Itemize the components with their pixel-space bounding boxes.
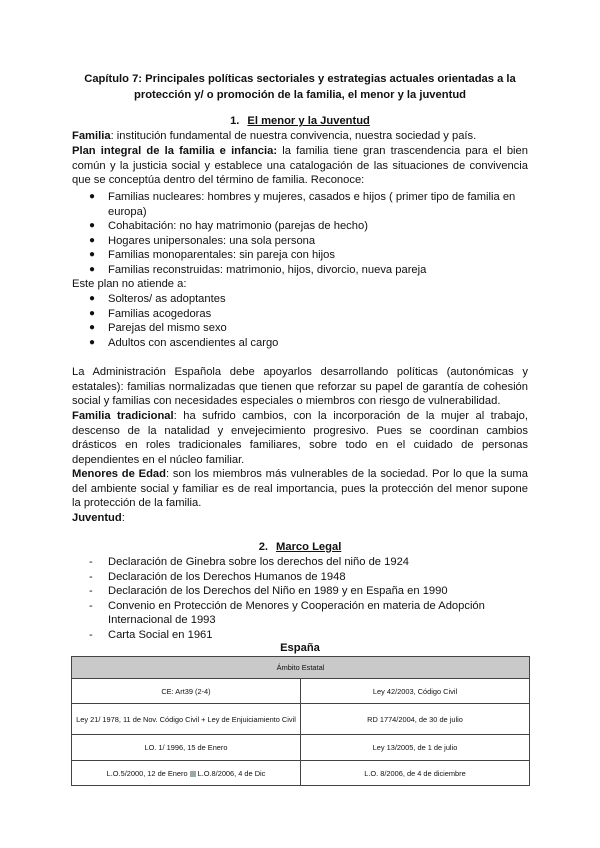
bullet-icon: ● xyxy=(89,191,96,202)
bullet-icon: ● xyxy=(89,234,96,246)
not-attend-intro: Este plan no atiende a: xyxy=(72,278,187,290)
list-item-text: Hogares unipersonales: una sola persona xyxy=(108,234,316,247)
juventud-line xyxy=(72,511,528,526)
section2-number: 2. xyxy=(258,541,269,553)
menores-text: : son los miembros más vulnerables de la sociedad. Por lo que la suma del ambiente social y familiar es de real importancia, pues la protección del menor supone la protección de la familia. xyxy=(72,468,528,510)
chapter-title-line1: Capítulo 7: Principales políticas sectoriales y estrategias actuales orientadas a la xyxy=(84,73,516,85)
table-cell: Ley 42/2003, Código Civil xyxy=(301,679,530,704)
list-item xyxy=(72,321,528,336)
menores-paragraph xyxy=(72,467,528,511)
table-caption: España xyxy=(280,642,320,654)
list-item xyxy=(72,599,528,628)
juventud-text: : xyxy=(121,512,125,524)
table-cell xyxy=(72,761,301,786)
section1-heading xyxy=(72,114,528,129)
tradicional-label: Familia tradicional xyxy=(72,410,174,422)
list-item xyxy=(72,234,528,249)
not-attended-list xyxy=(72,292,528,350)
legal-framework-list xyxy=(72,555,528,643)
separator-glyph-icon xyxy=(190,771,196,777)
section1-number: 1. xyxy=(230,115,240,127)
table-cell: L.O. 8/2006, de 4 de diciembre xyxy=(301,761,530,786)
dash-icon: - xyxy=(89,599,93,612)
table-header-row xyxy=(72,657,530,679)
plan-text: la familia tiene gran trascendencia para el bien común y la justicia social y establece una catalogación de las situaciones de convivencia que se conceptúa dentro del término de familia. Reconoce: xyxy=(72,145,528,187)
table-cell-part: L.O.8/2006, 4 de Dic xyxy=(197,768,266,778)
plan-integral-paragraph xyxy=(72,144,528,188)
section1-title: El menor y la Juventud xyxy=(247,115,370,127)
bullet-icon: ● xyxy=(89,220,96,232)
chapter-title xyxy=(72,71,528,103)
list-item xyxy=(72,292,528,307)
table-cell: CE: Art39 (2-4) xyxy=(72,679,301,704)
bullet-icon: ● xyxy=(89,322,96,334)
table-cell: Ley 13/2005, de 1 de julio xyxy=(301,735,530,761)
list-item-text: Familias acogedoras xyxy=(108,307,212,320)
familia-label: Familia xyxy=(72,130,111,142)
list-item xyxy=(72,570,528,585)
dash-icon: - xyxy=(89,570,93,583)
list-item-text: Parejas del mismo sexo xyxy=(108,322,227,335)
table-cell: Ley 21/ 1978, 11 de Nov. Código Civil + Ley de Enjuiciamiento Civil xyxy=(72,704,301,735)
bullet-icon: ● xyxy=(89,263,96,275)
list-item-text: Adultos con ascendientes al cargo xyxy=(108,336,279,349)
table-header-cell: Ámbito Estatal xyxy=(72,657,530,679)
table-cell: LO. 1/ 1996, 15 de Enero xyxy=(72,735,301,761)
list-item xyxy=(72,248,528,263)
list-item xyxy=(72,263,528,278)
bullet-icon: ● xyxy=(89,249,96,261)
familia-text: : institución fundamental de nuestra convivencia, nuestra sociedad y país. xyxy=(110,130,477,142)
familia-tradicional-paragraph xyxy=(72,409,528,467)
list-item-text: Declaración de los Derechos Humanos de 1948 xyxy=(108,570,346,583)
menores-label: Menores de Edad xyxy=(72,468,166,480)
list-item xyxy=(72,219,528,234)
plan-label: Plan integral de la familia e infancia: xyxy=(72,145,278,157)
dash-icon: - xyxy=(89,585,93,598)
list-item-text: Convenio en Protección de Menores y Cooperación en materia de Adopción Internacional de 1993 xyxy=(108,599,485,627)
tradicional-text: : ha sufrido cambios, con la incorporación de la mujer al trabajo, descenso de la natalidad y envejecimiento progresivo. Pues se coordinan cambios drásticos en roles tradicionales familiares, sobre todo en el cuidado de personas dependientes en el núcleo familiar. xyxy=(72,410,528,466)
list-item xyxy=(72,584,528,599)
juventud-label: Juventud xyxy=(72,512,122,524)
list-item-text: Declaración de los Derechos del Niño en 1989 y en España en 1990 xyxy=(108,585,448,598)
table-row xyxy=(72,679,530,704)
table-row xyxy=(72,761,530,786)
chapter-title-line2: protección y/ o promoción de la familia, el menor y la juventud xyxy=(134,89,466,101)
familia-definition xyxy=(72,129,528,144)
list-item-text: Solteros/ as adoptantes xyxy=(108,293,226,305)
table-row xyxy=(72,704,530,735)
list-item xyxy=(72,336,528,351)
list-item-text: Familias reconstruidas: matrimonio, hijos, divorcio, nueva pareja xyxy=(108,263,427,276)
legal-table xyxy=(71,656,530,786)
list-item xyxy=(72,555,528,570)
table-cell-part: L.O.5/2000, 12 de Enero xyxy=(106,768,188,778)
section2-heading xyxy=(72,540,528,555)
table-row xyxy=(72,735,530,761)
list-item xyxy=(72,190,528,219)
dash-icon: - xyxy=(89,556,93,568)
list-item xyxy=(72,307,528,322)
list-item-text: Familias nucleares: hombres y mujeres, casados e hijos ( primer tipo de familia en europa) xyxy=(108,191,516,218)
recognized-family-list xyxy=(72,190,528,278)
administration-paragraph: La Administración Española debe apoyarlos desarrollando políticas (autonómicas y estatales): familias normalizadas que tienen que reforzar su papel de garantía de cohesión social y familias con necesidades especiales o miembros con riesgo de vulnerabilidad. xyxy=(72,366,528,408)
list-item-text: Declaración de Ginebra sobre los derechos del niño de 1924 xyxy=(108,556,410,568)
bullet-icon: ● xyxy=(89,293,96,304)
list-item-text: Cohabitación: no hay matrimonio (parejas de hecho) xyxy=(108,220,368,233)
list-item-text: Carta Social en 1961 xyxy=(108,628,213,641)
bullet-icon: ● xyxy=(89,336,96,348)
list-item xyxy=(72,628,528,643)
section2-title: Marco Legal xyxy=(276,541,342,553)
list-item-text: Familias monoparentales: sin pareja con hijos xyxy=(108,249,335,262)
table-cell: RD 1774/2004, de 30 de julio xyxy=(301,704,530,735)
dash-icon: - xyxy=(89,628,93,641)
bullet-icon: ● xyxy=(89,307,96,319)
